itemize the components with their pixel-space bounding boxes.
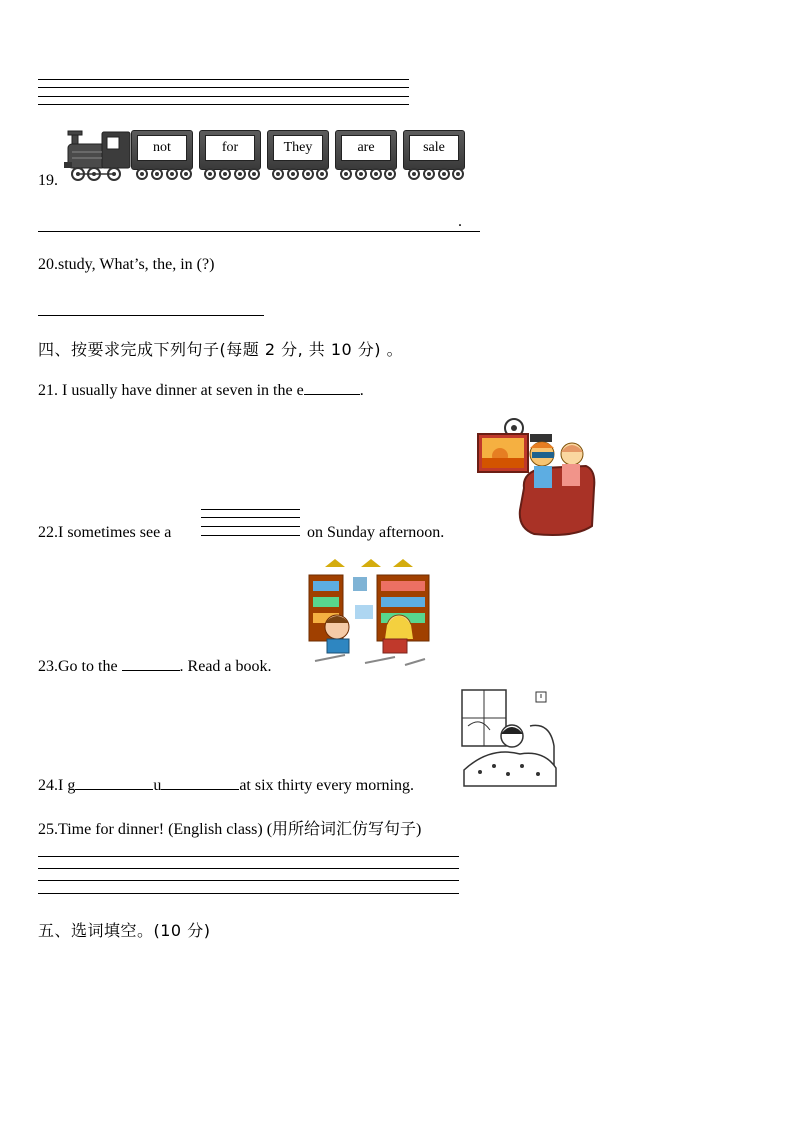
q24-blank-1[interactable] bbox=[75, 775, 153, 790]
train-car-word: not bbox=[137, 135, 187, 161]
q22-blank-line-1[interactable] bbox=[201, 509, 300, 510]
q21-line bbox=[38, 380, 364, 400]
q22-blank-line-4[interactable] bbox=[201, 535, 300, 536]
q22-blank-line-2[interactable] bbox=[201, 517, 300, 518]
train-car-1 bbox=[131, 130, 193, 170]
q20-text: 20.study, What’s, the, in (?) bbox=[38, 256, 215, 273]
q21-blank[interactable] bbox=[304, 380, 360, 395]
answer-line-2[interactable] bbox=[38, 87, 409, 88]
answer-line-4[interactable] bbox=[38, 104, 409, 105]
answer-line-3[interactable] bbox=[38, 96, 409, 97]
train-car-word: for bbox=[205, 135, 255, 161]
train-car-2 bbox=[199, 130, 261, 170]
q25-answer-line-4[interactable] bbox=[38, 893, 459, 894]
q25-answer-line-2[interactable] bbox=[38, 868, 459, 869]
q19-number: 19. bbox=[38, 172, 58, 189]
train-car-word: are bbox=[341, 135, 391, 161]
q23-line bbox=[38, 656, 272, 676]
q24-part1: 24.I g bbox=[38, 777, 76, 794]
q23-text-before: 23.Go to the bbox=[38, 658, 118, 675]
q20-answer-line[interactable] bbox=[38, 315, 264, 316]
q23-blank[interactable] bbox=[122, 656, 180, 671]
q22-text-before: 22.I sometimes see a bbox=[38, 524, 172, 541]
q23-text-after: . Read a book. bbox=[179, 658, 272, 675]
train-car-word: They bbox=[273, 135, 323, 161]
kids-reading-in-library-illustration bbox=[305, 555, 433, 673]
kids-watching-movie-illustration bbox=[474, 418, 600, 540]
q19-end-mark: . bbox=[458, 213, 462, 230]
train-car-3 bbox=[267, 130, 329, 170]
q24-line bbox=[38, 775, 414, 795]
train-car-4 bbox=[335, 130, 397, 170]
answer-line-1[interactable] bbox=[38, 79, 409, 80]
q19-answer-line[interactable] bbox=[38, 231, 480, 232]
q25-answer-line-1[interactable] bbox=[38, 856, 459, 857]
q24-part3: at six thirty every morning. bbox=[239, 777, 414, 794]
q22-blank-line-3[interactable] bbox=[201, 526, 300, 527]
q25-answer-line-3[interactable] bbox=[38, 880, 459, 881]
q22-text-after: on Sunday afternoon. bbox=[307, 524, 445, 541]
boy-getting-up-in-bed-illustration bbox=[460, 686, 560, 792]
q25-text: 25.Time for dinner! (English class) (用所给词汇仿写句子) bbox=[38, 821, 422, 838]
train-car-word: sale bbox=[409, 135, 459, 161]
section5-title: 五、选词填空。(10 分) bbox=[38, 921, 211, 940]
q21-text-after: . bbox=[359, 382, 364, 399]
train-locomotive-icon bbox=[62, 126, 134, 184]
train-car-5 bbox=[403, 130, 465, 170]
section4-title: 四、按要求完成下列句子(每题 2 分, 共 10 分) 。 bbox=[38, 340, 404, 359]
q24-blank-2[interactable] bbox=[161, 775, 239, 790]
q21-text-before: 21. I usually have dinner at seven in the e bbox=[38, 382, 304, 399]
q24-part2: u bbox=[153, 777, 162, 794]
